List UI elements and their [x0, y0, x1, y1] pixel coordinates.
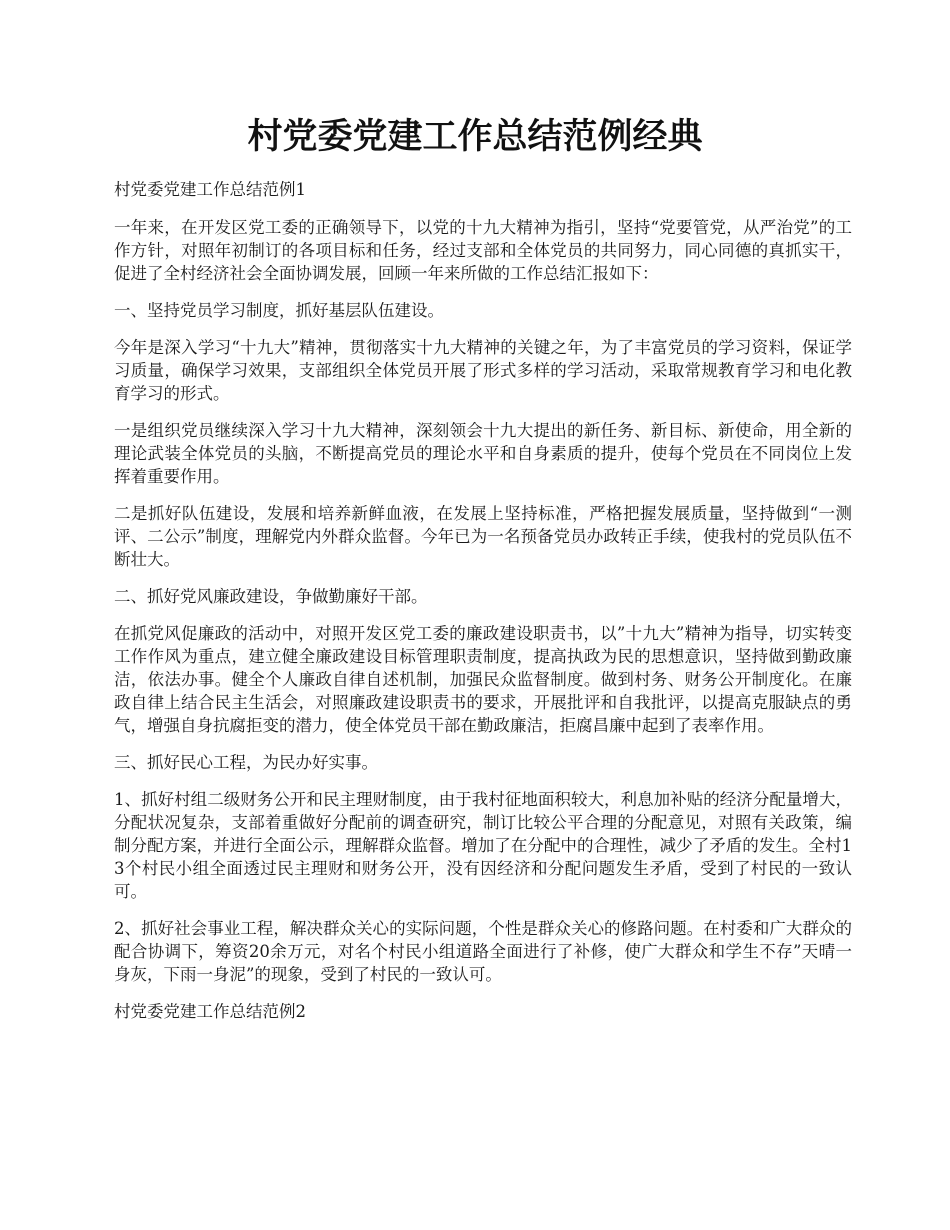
paragraph: 2、抓好社会事业工程，解决群众关心的实际问题，个性是群众关心的修路问题。在村委和广大群众的配合协调下，筹资20余万元，对名个村民小组道路全面进行了补修，使广大群众和学生不存”天晴一身灰，下雨一身泥”的现象，受到了村民的一致认可。	[114, 919, 852, 984]
paragraph: 1、抓好村组二级财务公开和民主理财制度，由于我村征地面积较大，利息加补贴的经济分配量增大，分配状况复杂，支部着重做好分配前的调查研究，制订比较公平合理的分配意见，对照有关政策，编制分配方案，并进行全面公示，理解群众监督。增加了在分配中的合理性，减少了矛盾的发生。全村13个村民小组全面透过民主理财和财务公开，没有因经济和分配问题发生矛盾，受到了村民的一致认可。	[114, 790, 852, 901]
section-subtitle: 村党委党建工作总结范例2	[114, 1002, 306, 1021]
section-heading: 二、抓好党风廉政建设，争做勤廉好干部。	[114, 587, 428, 606]
paragraph: 一年来，在开发区党工委的正确领导下，以党的十九大精神为指引，坚持“党要管党，从严治党”的工作方针，对照年初制订的各项目标和任务，经过支部和全体党员的共同努力，同心同德的真抓实干，促进了全村经济社会全面协调发展，回顾一年来所做的工作总结汇报如下：	[114, 218, 852, 283]
document-title: 村党委党建工作总结范例经典	[247, 116, 703, 157]
paragraph: 一是组织党员继续深入学习十九大精神，深刻领会十九大提出的新任务、新目标、新使命，用全新的理论武装全体党员的头脑，不断提高党员的理论水平和自身素质的提升，使每个党员在不同岗位上发挥着重要作用。	[114, 421, 852, 486]
paragraph: 在抓党风促廉政的活动中，对照开发区党工委的廉政建设职责书，以”十九大”精神为指导，切实转变工作作风为重点，建立健全廉政建设目标管理职责制度，提高执政为民的思想意识，坚持做到勤政廉洁，依法办事。健全个人廉政自律自述机制，加强民众监督制度。做到村务、财务公开制度化。在廉政自律上结合民主生活会，对照廉政建设职责书的要求，开展批评和自我批评，以提高克服缺点的勇气，增强自身抗腐拒变的潜力，使全体党员干部在勤政廉洁，拒腐昌廉中起到了表率作用。	[114, 624, 852, 735]
section-heading: 三、抓好民心工程，为民办好实事。	[114, 753, 378, 772]
section-heading: 一、坚持党员学习制度，抓好基层队伍建设。	[114, 301, 444, 320]
document-body	[114, 178, 852, 1038]
paragraph: 二是抓好队伍建设，发展和培养新鲜血液，在发展上坚持标准，严格把握发展质量，坚持做到“一测评、二公示”制度，理解党内外群众监督。今年已为一名预备党员办政转正手续，使我村的党员队伍不断壮大。	[114, 504, 852, 569]
section-subtitle: 村党委党建工作总结范例1	[114, 180, 306, 199]
paragraph: 今年是深入学习“十九大”精神，贯彻落实十九大精神的关键之年，为了丰富党员的学习资料，保证学习质量，确保学习效果，支部组织全体党员开展了形式多样的学习活动，采取常规教育学习和电化教育学习的形式。	[114, 338, 852, 403]
